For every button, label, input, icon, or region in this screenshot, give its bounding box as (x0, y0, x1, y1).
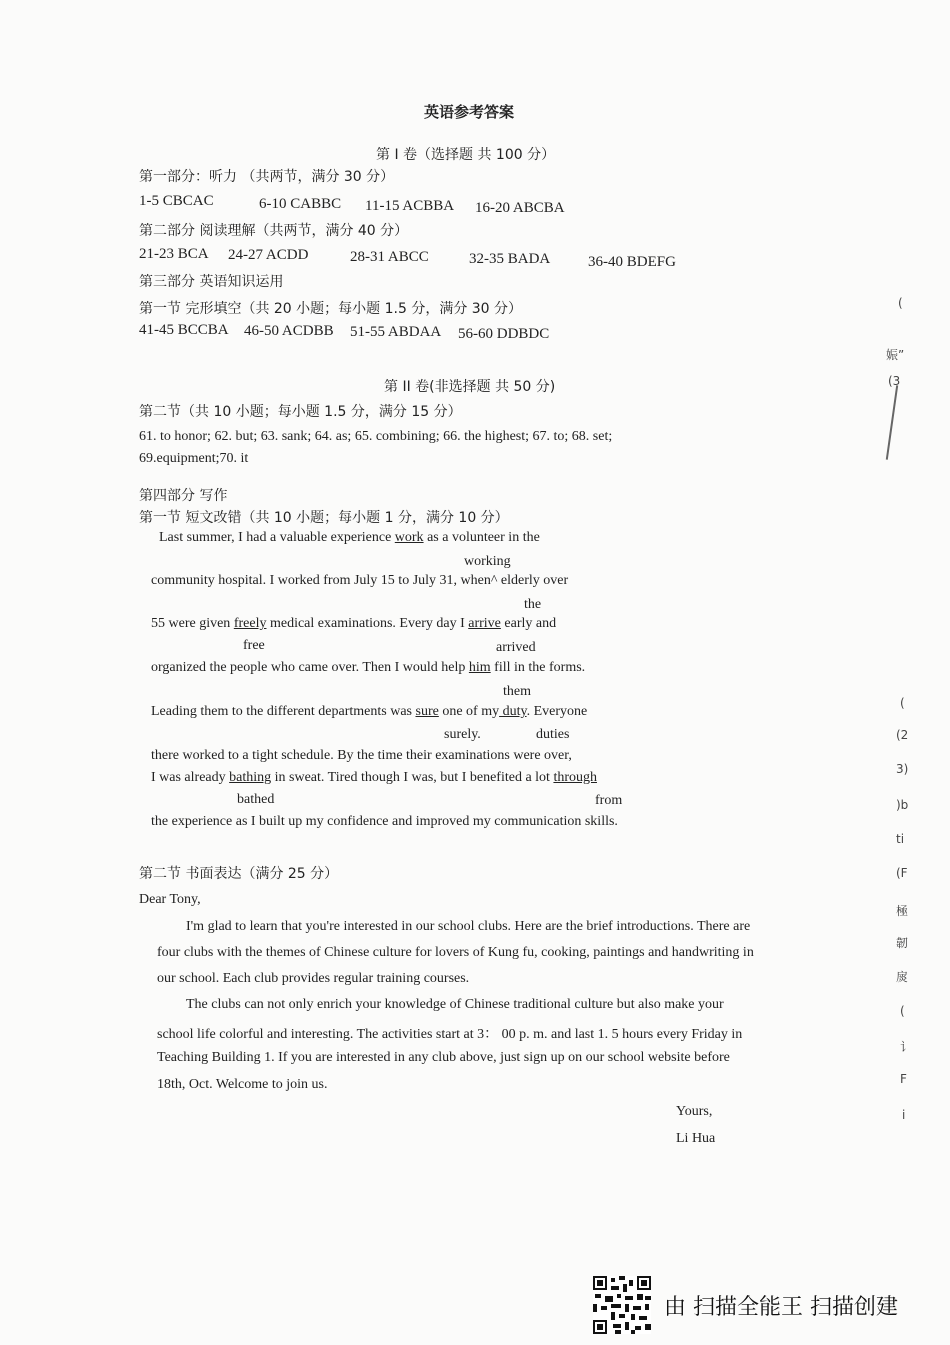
cloze-heading: 第一节 完形填空（共 20 小题；每小题 1.5 分，满分 30 分） (139, 301, 523, 317)
edge-mark: 韌 (896, 936, 909, 950)
edge-mark: (2 (896, 728, 909, 742)
letter-line: The clubs can not only enrich your knowledge of Chinese traditional culture but also make your (186, 997, 724, 1012)
correction-line: there worked to a tight schedule. By the time their examinations were over, (151, 748, 572, 763)
pen-stroke (886, 385, 898, 460)
page-title: 英语参考答案 (424, 103, 515, 121)
letter-line: I'm glad to learn that you're interested in our school clubs. Here are the brief introductions. There are (186, 919, 751, 934)
correction-fix: them (503, 684, 531, 699)
cloze-answer: 41-45 BCCBA (139, 322, 229, 338)
scanner-watermark: 由 扫描全能王 扫描创建 (664, 1295, 898, 1320)
edge-mark: (F (896, 866, 908, 880)
edge-mark: ti (896, 832, 905, 846)
edge-mark: 娠” (886, 348, 905, 362)
letter-line: 18th, Oct. Welcome to join us. (157, 1077, 328, 1092)
letter-line: Teaching Building 1. If you are interested in any club above, just sign up on our school website before (157, 1050, 730, 1065)
correction-fix: working (464, 554, 511, 569)
correction-fix: surely. (444, 727, 481, 742)
part2-answer: 36-40 BDEFG (588, 254, 676, 270)
correction-line: organized the people who came over. Then I would help him fill in the forms. (151, 660, 586, 675)
edge-mark: i (902, 1108, 906, 1122)
writing-heading: 第二节 书面表达（满分 25 分） (139, 866, 339, 882)
vol2-heading: 第 II 卷(非选择题 共 50 分) (384, 379, 556, 395)
correction-line: I was already bathing in sweat. Tired though I was, but I benefited a lot through (151, 770, 597, 785)
part1-answer: 1-5 CBCAC (139, 193, 214, 209)
part2-answer: 21-23 BCA (139, 246, 209, 262)
correction-line: Last summer, I had a valuable experience work as a volunteer in the (159, 530, 540, 545)
qr-code-icon (593, 1276, 651, 1334)
correction-fix: bathed (237, 792, 275, 807)
part3-heading: 第三部分 英语知识运用 (139, 274, 284, 290)
edge-mark: 極 (896, 904, 909, 918)
cloze-answer: 51-55 ABDAA (350, 324, 442, 340)
letter-signature: Li Hua (676, 1131, 716, 1146)
correction-line: community hospital. I worked from July 15 to July 31, when^ elderly over (151, 573, 569, 588)
edge-mark: 3) (896, 762, 909, 776)
section2-answers: 69.equipment;70. it (139, 451, 249, 466)
part2-answer: 32-35 BADA (469, 251, 551, 267)
part2-heading: 第二部分 阅读理解（共两节，满分 40 分） (139, 223, 409, 239)
letter-line: four clubs with the themes of Chinese culture for lovers of Kung fu, cooking, paintings and handwriting in (157, 945, 754, 960)
edge-mark: ( (900, 696, 905, 710)
part1-answer: 16-20 ABCBA (475, 200, 565, 216)
correction-line: the experience as I built up my confidence and improved my communication skills. (151, 814, 618, 829)
correction-fix: the (524, 597, 542, 612)
edge-mark: ( (898, 296, 903, 310)
section2-heading: 第二节（共 10 小题；每小题 1.5 分，满分 15 分） (139, 404, 462, 420)
section2-answers: 61. to honor; 62. but; 63. sank; 64. as; 65. combining; 66. the highest; 67. to; 68. set; (139, 429, 613, 444)
letter-closing: Yours, (676, 1104, 713, 1119)
edge-mark: ( (900, 1004, 905, 1018)
edge-mark: )b (896, 798, 909, 812)
part2-answer: 28-31 ABCC (350, 249, 429, 265)
correction-fix: arrived (496, 640, 536, 655)
correction-fix: from (595, 793, 623, 808)
correction-heading: 第一节 短文改错（共 10 小题；每小题 1 分，满分 10 分） (139, 510, 509, 526)
correction-line: Leading them to the different departments was sure one of my duty. Everyone (151, 704, 588, 719)
vol1-heading: 第 I 卷（选择题 共 100 分） (376, 147, 556, 163)
correction-fix: duties (536, 727, 570, 742)
letter-greeting: Dear Tony, (139, 892, 201, 907)
part2-answer: 24-27 ACDD (228, 247, 309, 263)
edge-mark: 讠 (900, 1040, 913, 1054)
edge-mark: (3 (888, 374, 901, 388)
edge-mark: F (900, 1072, 907, 1086)
part1-heading: 第一部分：听力 （共两节，满分 30 分） (139, 169, 395, 185)
cloze-answer: 56-60 DDBDC (458, 326, 550, 342)
cloze-answer: 46-50 ACDBB (244, 323, 334, 339)
correction-fix: free (243, 638, 265, 653)
part4-heading: 第四部分 写作 (139, 488, 228, 504)
part1-answer: 11-15 ACBBA (365, 198, 455, 214)
letter-line: school life colorful and interesting. The activities start at 3： 00 p. m. and last 1. 5 hours every Friday in (157, 1027, 743, 1042)
part1-answer: 6-10 CABBC (259, 196, 342, 212)
correction-line: 55 were given freely medical examinations. Every day I arrive early and (151, 616, 557, 631)
edge-mark: 扊 (896, 970, 909, 984)
letter-line: our school. Each club provides regular training courses. (157, 971, 470, 986)
